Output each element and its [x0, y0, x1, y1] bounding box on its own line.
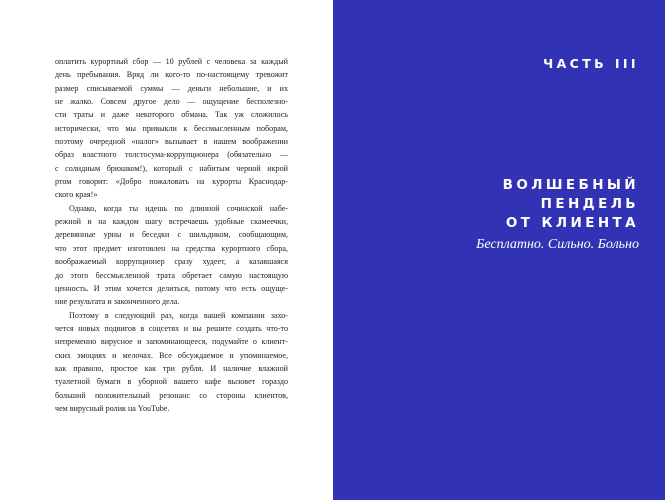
text-line: день пребывания. Вряд ли кого-то по-настоящему тревожит [55, 70, 288, 80]
text-line: деревянные урны и беседки с шильдиком, сообщающим, [55, 230, 288, 240]
text-line: оплатить курортный сбор — 10 рублей с человека за каждый [55, 57, 288, 66]
text-line: поэтому очередной «налог» вызывает в нашем воображении [55, 137, 288, 147]
text-line: чем вирусный ролик на YouTube. [55, 403, 170, 413]
text-line: ского края!» [55, 190, 98, 200]
text-line: туалетной бумаги в уборной вашего кафе вызовет гораздо [55, 377, 288, 387]
text-line: Однако, когда ты идешь по длинной сочинской набе- [69, 203, 288, 213]
chapter-title-line: ПЕНДЕЛЬ [540, 196, 639, 212]
text-line: ние результата и законченного дела. [55, 297, 180, 307]
text-line: с солидным брюшком!), который с набитым черной икрой [55, 163, 288, 173]
body-text [55, 55, 288, 415]
text-line: ценность. И этим хочется делиться, потому что есть ощуще- [55, 283, 288, 293]
text-line: больший положительный резонанс со стороны клиентов, [55, 390, 288, 400]
chapter-title-line: ВОЛШЕБНЫЙ [502, 177, 639, 193]
text-line: ртом говорит: «Добро пожаловать на курорты Краснодар- [55, 177, 288, 187]
part-label: ЧАСТЬ III [543, 56, 639, 71]
chapter-subtitle: Бесплатно. Сильно. Больно [476, 237, 639, 252]
text-line: сти траты и даже некоторого обмана. Так уж сложилось [55, 110, 288, 120]
right-page [333, 0, 665, 500]
text-line: исторически, что мы привыкли к бессмысленным поборам, [55, 123, 288, 133]
text-line: не жалко. Совсем другое дело — ощущение бесполезно- [55, 97, 288, 107]
text-line: Поэтому в следующий раз, когда вашей компании захо- [69, 310, 288, 320]
text-line: режной и на каждом шагу встречаешь удобные скамеечки, [55, 217, 288, 227]
text-line: размер списываемой суммы — деньги небольшие, и их [55, 83, 288, 93]
text-line: образ властного толстосума-коррупционера (обязательно — [55, 150, 288, 160]
text-line: ских эмоциях и мелочах. Все обсуждаемое и упоминаемое, [55, 350, 288, 360]
chapter-title-line: ОТ КЛИЕНТА [505, 215, 639, 231]
text-line: непременно вирусное и запоминающееся, подумайте о клиент- [55, 337, 288, 347]
text-line: чется новых подвигов в соцсетях и вы решите создать что-то [55, 323, 288, 333]
text-line: как правило, простое как три рубля. И наличие влажной [55, 363, 288, 373]
text-line: воображаемый коррупционер сразу худеет, а казавшаяся [55, 257, 288, 267]
text-line: до этого бессмысленной трата обретает самую настоящую [55, 270, 288, 280]
text-line: что этот предмет изготовлен на средства курортного сбора, [55, 243, 288, 253]
chapter-title [503, 176, 639, 233]
